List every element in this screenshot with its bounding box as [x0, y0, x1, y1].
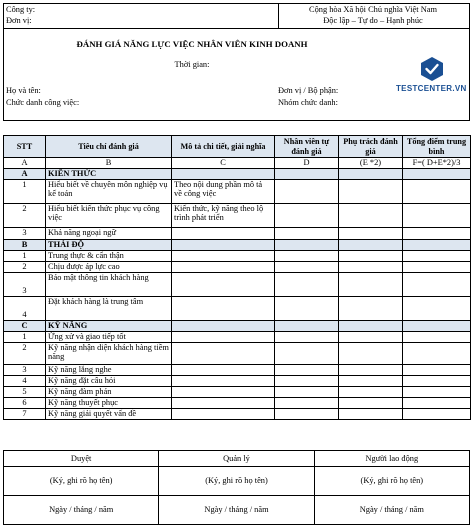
table-row: 4 Đặt khách hàng là trung tâm	[4, 296, 471, 320]
section-row-skills: C KỸ NĂNG	[4, 320, 471, 331]
table-code-row	[4, 158, 471, 169]
section-row-attitude: B THÁI ĐỘ	[4, 239, 471, 250]
self-score-cell[interactable]	[275, 227, 339, 239]
manager-score-cell[interactable]	[339, 408, 403, 419]
manager-score-cell[interactable]	[339, 203, 403, 227]
manager-score-cell[interactable]	[339, 227, 403, 239]
sign-note: (Ký, ghi rõ họ tên)	[159, 467, 314, 496]
total-score-cell[interactable]	[403, 203, 471, 227]
manager-score-cell[interactable]	[339, 386, 403, 397]
self-score-cell[interactable]	[275, 397, 339, 408]
total-score-cell[interactable]	[403, 272, 471, 296]
table-row: 1 Trung thực & cẩn thận	[4, 250, 471, 261]
table-row: 2 Chịu được áp lực cao	[4, 261, 471, 272]
self-score-cell[interactable]	[275, 408, 339, 419]
self-score-cell[interactable]	[275, 272, 339, 296]
evaluation-table	[3, 135, 471, 420]
self-score-cell[interactable]	[275, 296, 339, 320]
table-row: 4 Kỹ năng đặt câu hỏi	[4, 375, 471, 386]
self-score-cell[interactable]	[275, 179, 339, 203]
manager-score-cell[interactable]	[339, 375, 403, 386]
logo-text: TESTCENTER.VN	[396, 84, 467, 93]
self-score-cell[interactable]	[275, 342, 339, 364]
table-row: 3 Kỹ năng lắng nghe	[4, 364, 471, 375]
self-score-cell[interactable]	[275, 261, 339, 272]
name-label: Họ và tên:	[6, 86, 41, 95]
nation-line: Cộng hòa Xã hội Chủ nghĩa Việt Nam	[309, 5, 437, 14]
motto-line: Độc lập – Tự do – Hạnh phúc	[323, 16, 423, 25]
signature-title-row	[4, 451, 470, 467]
self-score-cell[interactable]	[275, 203, 339, 227]
total-score-cell[interactable]	[403, 296, 471, 320]
sign-note: (Ký, ghi rõ họ tên)	[4, 467, 159, 496]
table-row: 1 Hiểu biết về chuyên môn nghiệp vụ kế toán Theo nội dung phần mô tả về công việc	[4, 179, 471, 203]
testcenter-logo-icon	[420, 56, 444, 82]
company-label: Công ty:	[6, 5, 36, 14]
code-f: F=( D+E*2)/3	[403, 158, 471, 169]
date-note: Ngày / tháng / năm	[159, 496, 314, 525]
table-row: 1 Ứng xử và giao tiếp tốt	[4, 331, 471, 342]
col-header-total: Tổng điểm trung bình	[403, 136, 471, 158]
group-label: Nhóm chức danh:	[278, 98, 338, 107]
code-e: (E *2)	[339, 158, 403, 169]
total-score-cell[interactable]	[403, 250, 471, 261]
unit-label: Đơn vị:	[6, 16, 32, 25]
total-score-cell[interactable]	[403, 375, 471, 386]
col-header-self: Nhân viên tự đánh giá	[275, 136, 339, 158]
total-score-cell[interactable]	[403, 331, 471, 342]
self-score-cell[interactable]	[275, 386, 339, 397]
signature-sign-row	[4, 467, 470, 496]
self-score-cell[interactable]	[275, 331, 339, 342]
total-score-cell[interactable]	[403, 397, 471, 408]
col-header-criteria: Tiêu chí đánh giá	[46, 136, 172, 158]
table-row: 2 Hiểu biết kiến thức phục vụ công việc Kiến thức, kỹ năng theo lộ trình phát triển	[4, 203, 471, 227]
manager-score-cell[interactable]	[339, 250, 403, 261]
total-score-cell[interactable]	[403, 179, 471, 203]
sign-title-employee: Người lao động	[314, 451, 469, 467]
col-header-desc: Mô tả chi tiết, giải nghĩa	[172, 136, 275, 158]
manager-score-cell[interactable]	[339, 272, 403, 296]
manager-score-cell[interactable]	[339, 342, 403, 364]
header-top-row	[4, 4, 469, 29]
manager-score-cell[interactable]	[339, 261, 403, 272]
sign-note: (Ký, ghi rõ họ tên)	[314, 467, 469, 496]
total-score-cell[interactable]	[403, 227, 471, 239]
self-score-cell[interactable]	[275, 364, 339, 375]
manager-score-cell[interactable]	[339, 296, 403, 320]
total-score-cell[interactable]	[403, 261, 471, 272]
total-score-cell[interactable]	[403, 364, 471, 375]
sign-title-manager: Quản lý	[159, 451, 314, 467]
manager-score-cell[interactable]	[339, 179, 403, 203]
position-label: Chức danh công việc:	[6, 98, 80, 107]
code-d: D	[275, 158, 339, 169]
manager-score-cell[interactable]	[339, 397, 403, 408]
table-row: 3 Khả năng ngoại ngữ	[4, 227, 471, 239]
signature-table	[3, 450, 470, 525]
signature-date-row	[4, 496, 470, 525]
col-header-stt: STT	[4, 136, 46, 158]
self-score-cell[interactable]	[275, 250, 339, 261]
table-row: 6 Kỹ năng thuyết phục	[4, 397, 471, 408]
table-header-row	[4, 136, 471, 158]
col-header-manager: Phụ trách đánh giá	[339, 136, 403, 158]
table-row: 5 Kỹ năng đàm phán	[4, 386, 471, 397]
table-body	[4, 168, 471, 419]
time-label: Thời gian:	[174, 60, 210, 69]
dept-label: Đơn vị / Bộ phận:	[278, 86, 339, 95]
header-frame	[3, 3, 470, 121]
section-row-knowledge: A KIẾN THỨC	[4, 168, 471, 179]
code-b: B	[46, 158, 172, 169]
code-a: A	[4, 158, 46, 169]
table-row: 3 Bảo mật thông tin khách hàng	[4, 272, 471, 296]
page-title: ĐÁNH GIÁ NĂNG LỰC VIỆC NHÂN VIÊN KINH DOANH	[76, 39, 308, 49]
total-score-cell[interactable]	[403, 386, 471, 397]
code-c: C	[172, 158, 275, 169]
self-score-cell[interactable]	[275, 375, 339, 386]
table-row: 7 Kỹ năng giải quyết vấn đề	[4, 408, 471, 419]
manager-score-cell[interactable]	[339, 364, 403, 375]
table-row: 2 Kỹ năng nhận diện khách hàng tiềm năng	[4, 342, 471, 364]
total-score-cell[interactable]	[403, 342, 471, 364]
total-score-cell[interactable]	[403, 408, 471, 419]
date-note: Ngày / tháng / năm	[314, 496, 469, 525]
date-note: Ngày / tháng / năm	[4, 496, 159, 525]
manager-score-cell[interactable]	[339, 331, 403, 342]
sign-title-approve: Duyệt	[4, 451, 159, 467]
